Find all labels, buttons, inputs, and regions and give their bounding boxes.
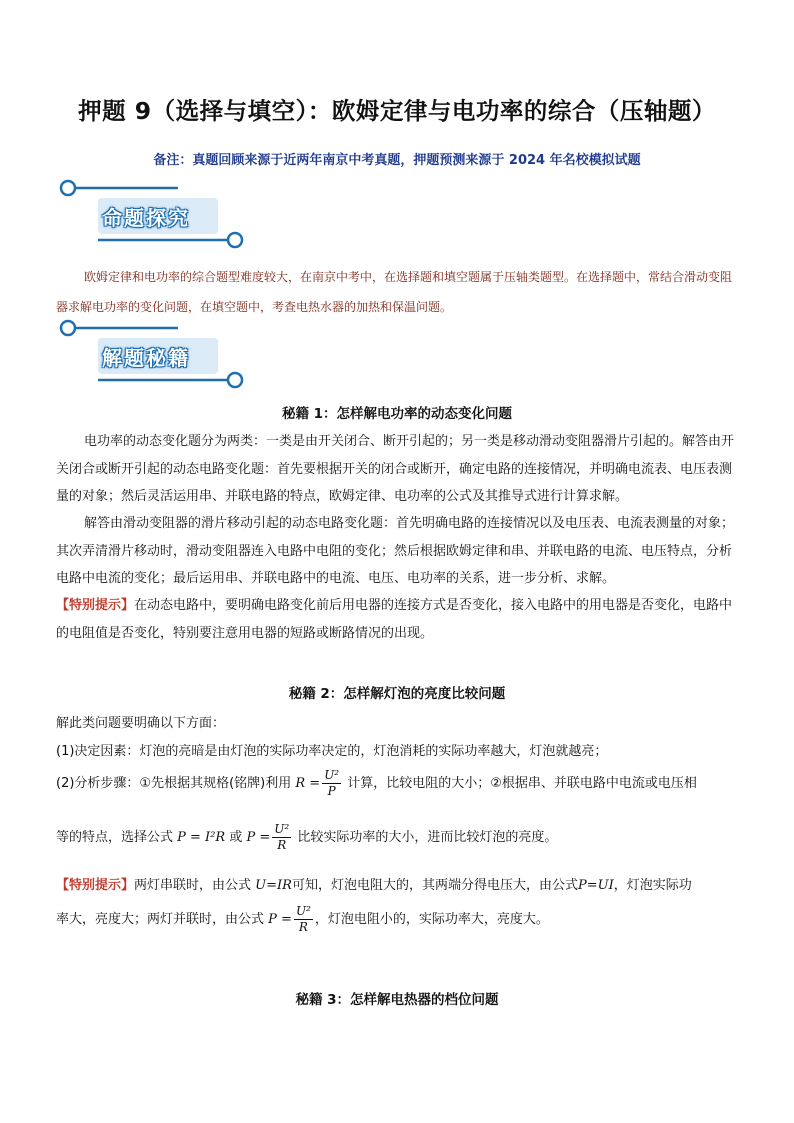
section-2-title: 秘籍 2：怎样解灯泡的亮度比较问题 <box>288 686 506 702</box>
formula-P-lhs: P = <box>246 830 271 845</box>
intro-paragraph: 欧姆定律和电功率的综合题型难度较大，在南京中考中，在选择题和填空题属于压轴类题型。在选择题中，常结合滑动变阻器求解电功率的变化问题，在填空题中，考查电热水器的加热和保温问题。 <box>56 270 733 314</box>
fraction-denominator: P <box>327 784 336 798</box>
section-2-tip-line-1 <box>56 874 744 893</box>
section-1-tip <box>56 592 744 647</box>
formula-R-lhs: R = <box>295 776 321 791</box>
section-2-lead: 解此类问题要明确以下方面： <box>56 716 226 731</box>
section-1-title: 秘籍 1：怎样解电功率的动态变化问题 <box>281 406 513 422</box>
formula-P-lhs: P = <box>268 912 292 927</box>
page-title: 押题 9（选择与填空）：欧姆定律与电功率的综合（压轴题） <box>78 97 716 125</box>
formula-u2-over-p <box>322 768 341 799</box>
tip-text-a: 两灯串联时，由公式 <box>134 878 252 893</box>
section-2-item-2-line-1 <box>56 768 744 799</box>
item2-text-b: 计算，比较电阻的大小；②根据串、并联电路中电流或电压相 <box>347 776 697 791</box>
banner-secrets <box>58 318 248 398</box>
formula-p-i2r: P = I²R <box>177 830 226 845</box>
section-2-item-1: (1)决定因素：灯泡的亮暗是由灯泡的实际功率决定的，灯泡消耗的实际功率越大，灯泡就越亮； <box>56 744 608 759</box>
section-1-paragraph-1: 电功率的动态变化题分为两类：一类是由开关闭合、断开引起的；另一类是移动滑动变阻器滑片引起的。解答由开关闭合或断开引起的动态电路变化题：首先要根据开关的闭合或断开，确定电路的连接情况，并明确电流表、电压表测量的对象；然后灵活运用串、并联电路的特点，欧姆定律、电功率的公式及其推导式进行计算求解。 <box>56 434 735 504</box>
section-3-title: 秘籍 3：怎样解电热器的档位问题 <box>295 992 499 1008</box>
fraction-numerator: U² <box>324 768 340 782</box>
tip-text-e: ，灯泡电阻小的，实际功率大，亮度大。 <box>314 912 549 927</box>
tip-text: 在动态电路中，要明确电路变化前后用电器的连接方式是否变化，接入电路中的用电器是否变化，电路中的电阻值是否变化，特别要注意用电器的短路或断路情况的出现。 <box>56 598 733 641</box>
item2-text-c: 等的特点，选择公式 <box>56 830 174 845</box>
item2-text-d: 或 <box>229 830 243 845</box>
tip-text-b: 可知，灯泡电阻大的，其两端分得电压大，由公式 <box>291 878 578 893</box>
fraction-denominator: R <box>277 838 287 852</box>
tip-text-d: 率大，亮度大；两灯并联时，由公式 <box>56 912 265 927</box>
section-2-item-2-line-2 <box>56 822 744 853</box>
banner-explore-label: 命题探究 <box>102 206 190 230</box>
formula-u-ir: U=IR <box>255 878 292 893</box>
section-1-paragraph-2: 解答由滑动变阻器的滑片移动引起的动态电路变化题：首先明确电路的连接情况以及电压表、电流表测量的对象；其次弄清滑片移动时，滑动变阻器连入电路中电阻的变化；然后根据欧姆定律和串、并联电路的电流、电压特点，分析电路中电流的变化；最后运用串、并联电路中的电流、电压、电功率的关系，进一步分析、求解。 <box>56 516 735 586</box>
banner-secrets-label: 解题秘籍 <box>102 346 190 370</box>
banner-explore <box>58 178 248 258</box>
section-2-tip-line-2 <box>56 904 744 935</box>
fraction-numerator: U² <box>274 822 290 836</box>
tip-label: 【特别提示】 <box>56 598 135 613</box>
item2-text-a: (2)分析步骤：①先根据其规格(铭牌)利用 <box>56 776 292 791</box>
tip-text-c: ，灯泡实际功 <box>613 878 692 893</box>
formula-u2-over-r <box>272 822 291 853</box>
formula-u2-over-r <box>294 904 313 935</box>
tip-label: 【特别提示】 <box>56 878 135 893</box>
source-note: 备注：真题回顾来源于近两年南京中考真题，押题预测来源于 2024 年名校模拟试题 <box>153 153 641 168</box>
formula-p-ui: P=UI <box>577 878 614 893</box>
item2-text-e: 比较实际功率的大小，进而比较灯泡的亮度。 <box>297 830 558 845</box>
fraction-numerator: U² <box>295 904 311 918</box>
fraction-denominator: R <box>298 920 308 934</box>
